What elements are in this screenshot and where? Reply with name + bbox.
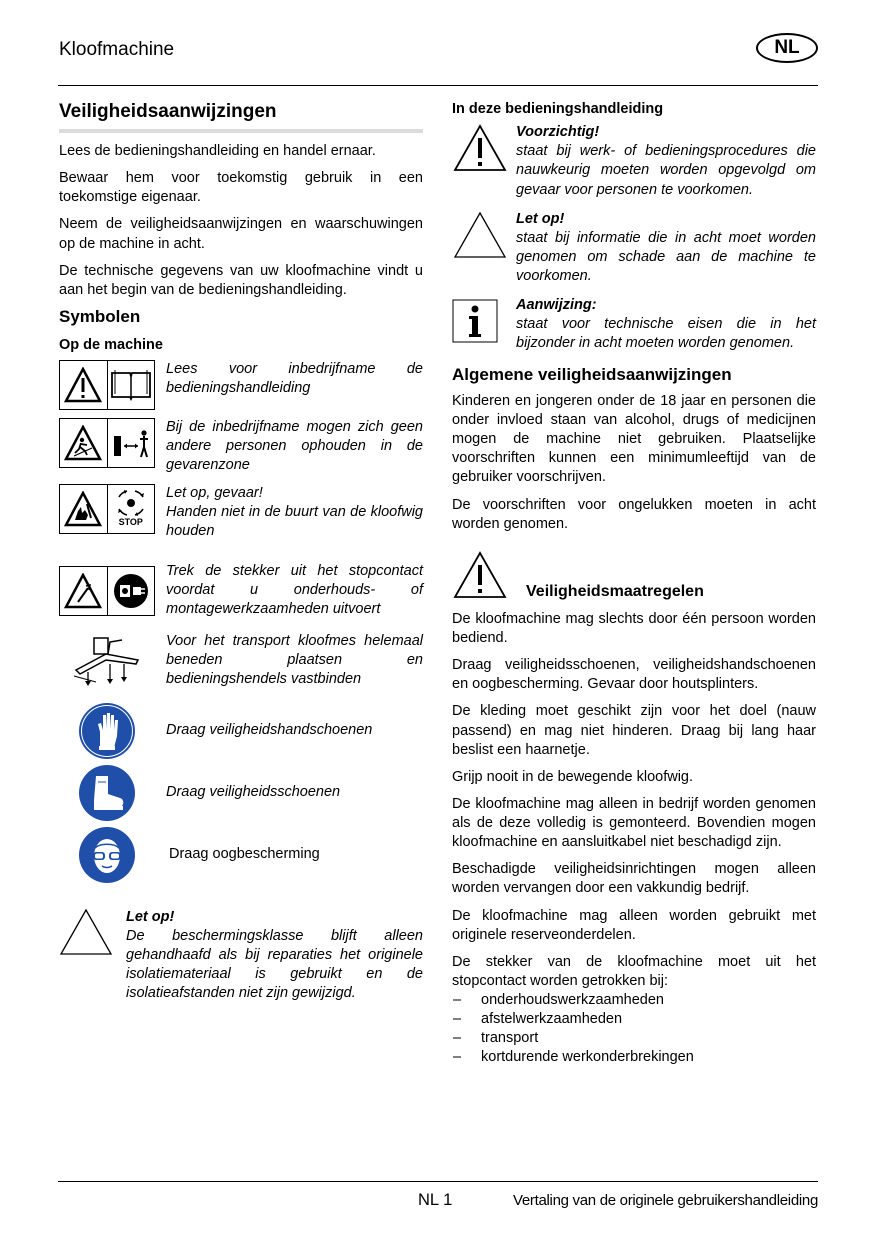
right-column (452, 96, 816, 1068)
paragraph: De kloofmachine mag alleen in bedrijf worden genomen als de deze volledig is gemonteerd. Bovendien mogen kloofmachine en aansluitkabel niet beschadigd zijn. (452, 795, 816, 851)
dash-bullet: – (453, 992, 462, 1009)
wear-safety-shoes-icon (59, 764, 155, 822)
dash-bullet: – (453, 1011, 462, 1028)
list-item: – kortdurende werkonderbrekingen (452, 1048, 816, 1067)
note-title: Voorzichtig! (516, 124, 600, 141)
symbol-row (59, 762, 423, 824)
symbols-heading: Symbolen (59, 306, 141, 326)
note-text (516, 210, 816, 287)
symbol-text: Voor het transport kloofmes helemaal beneden plaatsen en bedieningshendels vastbinden (166, 632, 423, 687)
paragraph: De stekker van de kloofmachine moet uit het stopcontact worden getrokken bij: (452, 953, 816, 989)
stop-label: STOP (118, 517, 143, 528)
paragraph: Neem de veiligheidsaanwijzingen en waarschuwingen op de machine in acht. (59, 216, 423, 252)
caution-body: De beschermingsklasse blijft alleen gehandhaafd als bij reparaties het originele isolatiemateriaal is gebruikt en de isolatieafstanden niet zijn gewijzigd. (126, 927, 423, 1002)
hand-hazard-triangle-icon (60, 485, 107, 533)
symbol-text: Let op, gevaar! Handen niet in de buurt van de kloofwig houden (166, 484, 423, 539)
paragraph: Beschadigde veiligheidsinrichtingen mogen alleen worden vervangen door een vakkundig bedrijf. (452, 861, 816, 897)
note-title: Let op! (516, 210, 565, 227)
manual-book-icon (107, 361, 155, 409)
note-text (516, 123, 816, 200)
caution-text (126, 908, 423, 1004)
warning-exclamation-icon (452, 550, 526, 606)
warning-outline-triangle-icon (59, 908, 126, 962)
symbol-row (59, 700, 423, 762)
list-item: – transport (452, 1029, 816, 1048)
symbol-text: Draag veiligheidsschoenen (166, 783, 341, 800)
paragraph: Kinderen en jongeren onder de 18 jaar en personen die onder invloed staan van alcohol, drugs of medicijnen mogen de machine niet gebruiken. Plaatselijke voorschriften kunnen een minimumleeftijd van de gebruiker voorschrijven. (452, 392, 816, 486)
note-caution (452, 123, 816, 200)
document-title: Kloofmachine (59, 39, 175, 60)
list-item: – onderhoudswerkzaamheden (452, 991, 816, 1010)
symbol-text: Draag veiligheidshandschoenen (166, 721, 373, 738)
wear-gloves-icon (59, 702, 155, 760)
page-number: NL 1 (418, 1191, 453, 1209)
paragraph: De voorschriften voor ongelukken moeten in acht worden genomen. (452, 496, 816, 532)
symbol-text: Trek de stekker uit het stopcontact voordat u onderhouds- of montagewerkzaamheden uitvoert (166, 562, 423, 618)
symbol-text: Lees voor inbedrijfname de bedieningshandleiding (166, 360, 423, 396)
paragraph: De kloofmachine mag slechts door één persoon worden bediend. (452, 610, 816, 647)
paragraph: Draag veiligheidsschoenen, veiligheidshandschoenen en oogbescherming. Gevaar door houtsplinters. (452, 657, 816, 693)
symbol-row (59, 360, 423, 418)
wear-eye-protection-icon (59, 826, 155, 884)
symbol-row (59, 632, 423, 700)
dash-bullet: – (453, 1049, 462, 1066)
symbol-box (59, 484, 155, 534)
note-text (516, 296, 816, 353)
keep-distance-person-icon (107, 419, 155, 467)
symbol-text: Draag oogbescherming (169, 845, 320, 862)
note-body: staat bij werk- of bedieningsprocedures die nauwkeurig moeten worden opgevolgd om gevaar voor personen te voorkomen. (516, 143, 816, 198)
general-safety-heading: Algemene veiligheidsaanwijzingen (452, 364, 732, 384)
dash-bullet: – (453, 1030, 462, 1047)
paragraph: De technische gegevens van uw kloofmachine vindt u aan het begin van de bedieningshandleiding. (59, 262, 423, 298)
symbol-row (59, 824, 423, 886)
caution-title: Let op! (126, 908, 175, 925)
tool-warning-triangle-icon (60, 567, 107, 615)
warning-exclamation-icon (452, 123, 516, 179)
warning-outline-triangle-icon (452, 210, 516, 266)
paragraph: Grijp nooit in de bewegende kloofwig. (452, 768, 694, 785)
symbol-box (59, 418, 155, 468)
translation-note: Vertaling van de originele gebruikershandleiding (513, 1192, 818, 1209)
measures-heading-row (452, 550, 816, 606)
unplug-icon (107, 567, 155, 615)
note-attention (452, 210, 816, 287)
on-machine-heading: Op de machine (59, 337, 163, 354)
warning-triangle-icon (60, 361, 107, 409)
safety-heading: Veiligheidsaanwijzingen (59, 99, 423, 133)
page-header (58, 30, 818, 86)
info-icon (452, 296, 516, 350)
left-column (59, 96, 423, 1013)
note-info (452, 296, 816, 353)
manual-heading: In deze bedieningshandleiding (452, 101, 664, 117)
note-title: Aanwijzing: (516, 297, 597, 314)
symbol-box (59, 566, 155, 616)
symbol-text: Bij de inbedrijfname mogen zich geen andere personen ophouden in de gevarenzone (166, 418, 423, 473)
symbol-row (59, 550, 423, 632)
rotation-stop-icon (107, 485, 155, 533)
note-body: staat voor technische eisen die in het bijzonder in acht moeten worden genomen. (516, 316, 816, 352)
paragraph: Bewaar hem voor toekomstig gebruik in een toekomstige eigenaar. (59, 170, 423, 206)
transport-position-icon (59, 632, 155, 690)
symbol-row (59, 418, 423, 484)
language-badge: NL (756, 33, 818, 63)
unplug-situations-list (452, 991, 816, 1068)
danger-zone-triangle-icon (60, 419, 107, 467)
paragraph: De kloofmachine mag alleen worden gebruikt met originele reserveonderdelen. (452, 907, 816, 943)
note-body: staat bij informatie die in acht moet worden genomen om schade aan de machine te voorkomen. (516, 229, 816, 284)
caution-note (59, 908, 423, 1004)
symbol-row (59, 484, 423, 550)
paragraph: De kleding moet geschikt zijn voor het doel (nauw passend) en mag niet hinderen. Draag bij lang haar beslist een haarnetje. (452, 703, 816, 758)
page-footer (58, 1181, 818, 1209)
list-item: – afstelwerkzaamheden (452, 1010, 816, 1029)
measures-heading: Veiligheidsmaatregelen (526, 582, 704, 600)
symbol-box (59, 360, 155, 410)
paragraph: Lees de bedieningshandleiding en handel ernaar. (59, 143, 376, 160)
